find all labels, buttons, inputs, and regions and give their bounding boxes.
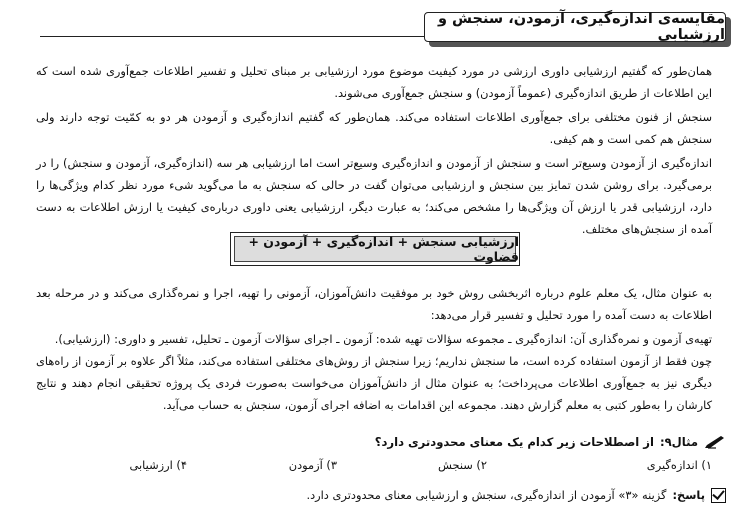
formula-box: [230, 232, 520, 266]
section-title: مقایسه‌ی اندازه‌گیری، آزمودن، سنجش و ارزشیابی: [437, 11, 725, 43]
checkbox-checked-icon: [711, 488, 726, 503]
example-paragraph-3: چون فقط از آزمون استفاده کرده است، ما سنجش نداریم؛ زیرا سنجش از روش‌های مختلفی استفاده می‌کند، مثلاً اگر علاوه بر آزمون از راه‌های دیگری نیز به جمع‌آوری اطلاعات می‌پرداخت؛ به عنوان مثال از دانش‌آموزان می‌خواست به‌صورت فردی یک پروژه تحقیقی انجام دهند و نتایج کارشان را به‌طور کتبی به معلم گزارش دهند. مجموعه این اقدامات به اضافه اجرای آزمون، سنجش به حساب می‌آید.: [36, 354, 712, 412]
question-label: مثال۹:: [659, 435, 698, 449]
paragraph-2: سنجش از فنون مختلفی برای جمع‌آوری اطلاعات استفاده می‌کند. همان‌طور که گفتیم اندازه‌گیری و آزمودن هر دو به کمّیت توجه دارند ولی سنجش هم کمی است و هم کیفی.: [36, 110, 712, 146]
answer-label: پاسخ:: [672, 488, 705, 502]
question-text: از اصطلاحات زیر کدام یک معنای محدودتری دارد؟: [374, 435, 654, 449]
question-options: [32, 458, 712, 478]
example-paragraph-2: تهیه‌ی آزمون و نمره‌گذاری آن: اندازه‌گیری ـ مجموعه سؤالات تهیه شده: آزمون ـ اجرای سؤالات آزمون ـ تحلیل، تفسیر و داوری: (ارزشیابی).: [54, 332, 712, 346]
example-paragraph-1: به عنوان مثال، یک معلم علوم درباره اثربخشی روش خود بر موفقیت دانش‌آموزان، آزمونی را تهیه، اجرا و نمره‌گذاری می‌کند و در مرحله بعد اطلاعات به دست آمده را مورد تحلیل و تفسیر قرار می‌دهد:: [36, 286, 712, 322]
formula-text: ارزشیابی سنجش + اندازه‌گیری + آزمودن + قضاوت: [248, 234, 519, 264]
option-3: ۳) آزمودن: [288, 458, 337, 472]
answer-text: گزینه «۳» آزمودن از اندازه‌گیری، سنجش و ارزشیابی معنای محدودتری دارد.: [306, 488, 667, 502]
section-title-box: [424, 12, 726, 42]
title-underline: [40, 36, 426, 37]
question-line: [26, 432, 726, 452]
answer-line: [26, 484, 726, 506]
paragraph-1: همان‌طور که گفتیم ارزشیابی داوری ارزشی در مورد کیفیت موضوع مورد ارزشیابی بر مبنای تحلیل و تفسیر اطلاعات جمع‌آوری شده است که این اطلاعات از طریق اندازه‌گیری (عموماً آزمودن) و سنجش جمع‌آوری می‌شوند.: [36, 64, 712, 100]
option-1: ۱) اندازه‌گیری: [646, 458, 712, 472]
option-4: ۴) ارزشیابی: [129, 458, 187, 472]
option-2: ۲) سنجش: [437, 458, 487, 472]
pencil-icon: [704, 435, 726, 449]
paragraph-3: اندازه‌گیری از آزمودن وسیع‌تر است و سنجش از آزمودن و اندازه‌گیری وسیع‌تر است اما ارزشیابی هر سه (اندازه‌گیری، آزمودن و سنجش) را در برمی‌گیرد. برای روشن شدن تمایز بین سنجش و ارزشیابی می‌توان گفت در حالی که سنجش به ما می‌گوید شیء مورد نظر کدام ویژگی‌ها را دارد، ارزشیابی قدر یا ارزش آن ویژگی‌ها را مشخص می‌کند؛ به عبارت دیگر، ارزشیابی یعنی داوری درباره‌ی کیفیت یا ارزش اطلاعات به دست آمده از سنجش‌های مختلف.: [36, 156, 712, 236]
